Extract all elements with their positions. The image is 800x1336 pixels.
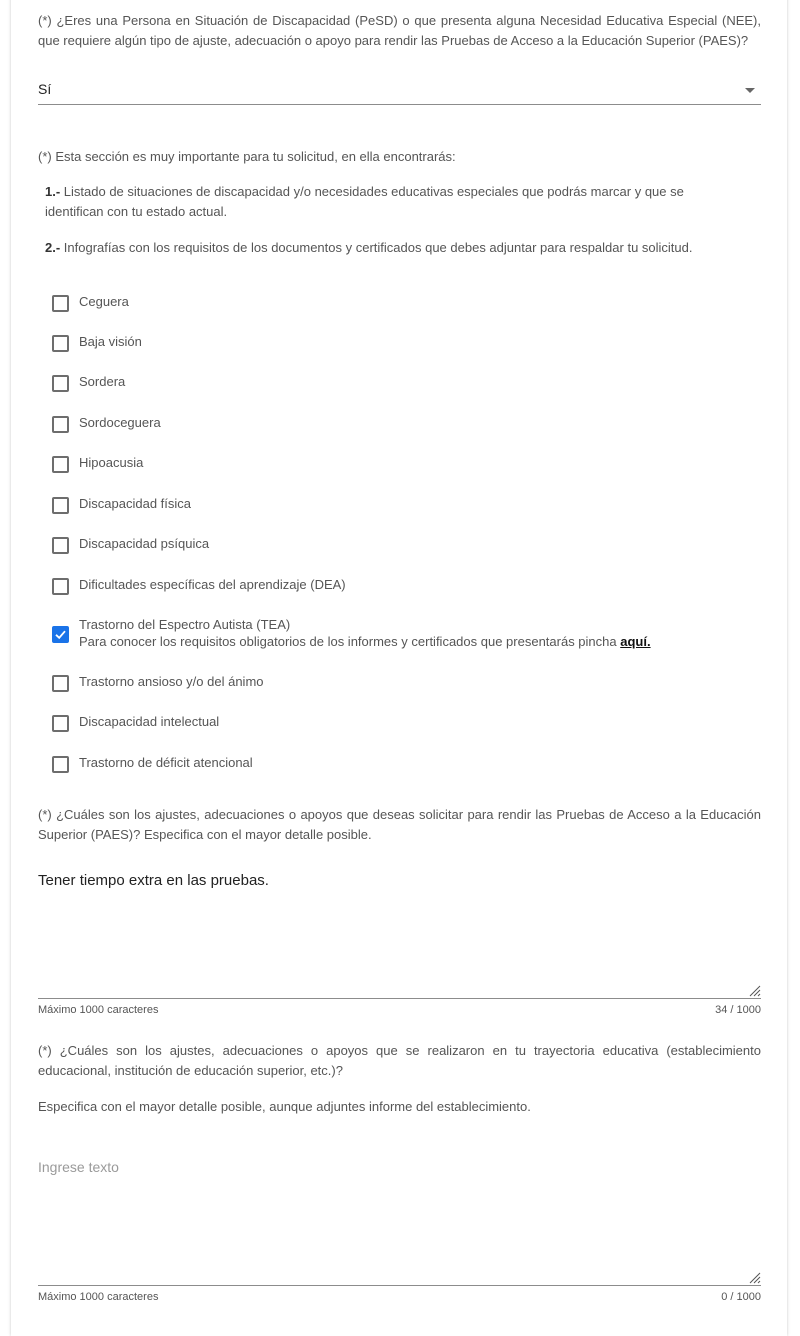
max-chars-hint: Máximo 1000 caracteres — [38, 1004, 159, 1016]
resize-handle-icon[interactable] — [747, 1270, 761, 1284]
tea-requirements-link[interactable]: aquí. — [620, 634, 651, 649]
checkbox-label: Sordoceguera — [79, 415, 161, 430]
checkbox-unchecked-icon[interactable] — [52, 756, 69, 773]
adjustments-history-hint-row — [38, 1291, 761, 1305]
checkbox-label: Baja visión — [79, 334, 142, 349]
section-item-1-number: 1.- — [45, 184, 61, 199]
tea-requirements-sentence: Para conocer los requisitos obligatorios de los informes y certificados que presentarás pincha — [79, 634, 617, 649]
section-item-2-text: Infografías con los requisitos de los documentos y certificados que debes adjuntar para respaldar tu solicitud. — [63, 240, 693, 255]
question-adjustments-history: (*) ¿Cuáles son los ajustes, adecuaciones o apoyos que se realizaron en tu trayectoria educativa (establecimiento educacional, institución de educación superior, etc.)? — [38, 1043, 761, 1078]
max-chars-hint: Máximo 1000 caracteres — [38, 1291, 159, 1303]
checkbox-label: Sordera — [79, 374, 126, 389]
section-item-1-text: Listado de situaciones de discapacidad y/o necesidades educativas especiales que podrás marcar y que se identifican con tu estado actual. — [45, 184, 684, 219]
checkbox-unchecked-icon[interactable] — [52, 715, 69, 732]
checkbox-label: Discapacidad psíquica — [79, 536, 210, 551]
checkbox-unchecked-icon[interactable] — [52, 675, 69, 692]
char-counter: 0 / 1000 — [721, 1291, 761, 1303]
tea-requirements-text — [79, 634, 651, 649]
section-item-1 — [45, 182, 725, 222]
char-counter: 34 / 1000 — [715, 1004, 761, 1016]
pesd-select-value: Sí — [38, 81, 52, 97]
section-item-2 — [45, 238, 761, 258]
checkbox-unchecked-icon[interactable] — [52, 295, 69, 312]
checkbox-unchecked-icon[interactable] — [52, 335, 69, 352]
checkbox-label: Dificultades específicas del aprendizaje (DEA) — [79, 577, 346, 592]
pesd-select[interactable] — [38, 76, 761, 105]
adjustments-history-placeholder: Ingrese texto — [38, 1159, 119, 1175]
checkbox-label: Discapacidad física — [79, 496, 191, 511]
adjustments-history-textarea[interactable] — [38, 1159, 761, 1286]
checkbox-unchecked-icon[interactable] — [52, 456, 69, 473]
checkbox-label: Discapacidad intelectual — [79, 714, 220, 729]
section-intro: (*) Esta sección es muy importante para tu solicitud, en ella encontrarás: — [38, 149, 456, 164]
adjustments-requested-textarea[interactable] — [38, 872, 761, 999]
resize-handle-icon[interactable] — [747, 983, 761, 997]
checkmark-icon — [54, 628, 67, 641]
adjustments-requested-hint-row — [38, 1004, 761, 1018]
question-adjustments-history-subtext: Especifica con el mayor detalle posible, aunque adjuntes informe del establecimiento. — [38, 1099, 531, 1114]
checkbox-label: Trastorno ansioso y/o del ánimo — [79, 674, 264, 689]
question-adjustments-requested: (*) ¿Cuáles son los ajustes, adecuaciones o apoyos que deseas solicitar para rendir las Pruebas de Acceso a la Educación Superior (PAES)? Especifica con el mayor detalle posible. — [38, 807, 761, 842]
question-pesd: (*) ¿Eres una Persona en Situación de Discapacidad (PeSD) o que presenta alguna Necesidad Educativa Especial (NEE), que requiere algún tipo de ajuste, adecuación o apoyo para rendir las Pruebas de Acceso a la Educación Superior (PAES)? — [38, 13, 761, 48]
checkbox-label: Ceguera — [79, 294, 129, 309]
section-item-2-number: 2.- — [45, 240, 61, 255]
checkbox-unchecked-icon[interactable] — [52, 375, 69, 392]
checkbox-unchecked-icon[interactable] — [52, 578, 69, 595]
checkbox-checked-icon[interactable] — [52, 626, 69, 643]
checkbox-label: Trastorno del Espectro Autista (TEA) — [79, 617, 291, 632]
adjustments-requested-value: Tener tiempo extra en las pruebas. — [38, 872, 269, 889]
checkbox-unchecked-icon[interactable] — [52, 537, 69, 554]
checkbox-label: Hipoacusia — [79, 455, 144, 470]
checkbox-label: Trastorno de déficit atencional — [79, 755, 253, 770]
dropdown-arrow-icon[interactable] — [745, 88, 755, 93]
checkbox-unchecked-icon[interactable] — [52, 416, 69, 433]
checkbox-unchecked-icon[interactable] — [52, 497, 69, 514]
